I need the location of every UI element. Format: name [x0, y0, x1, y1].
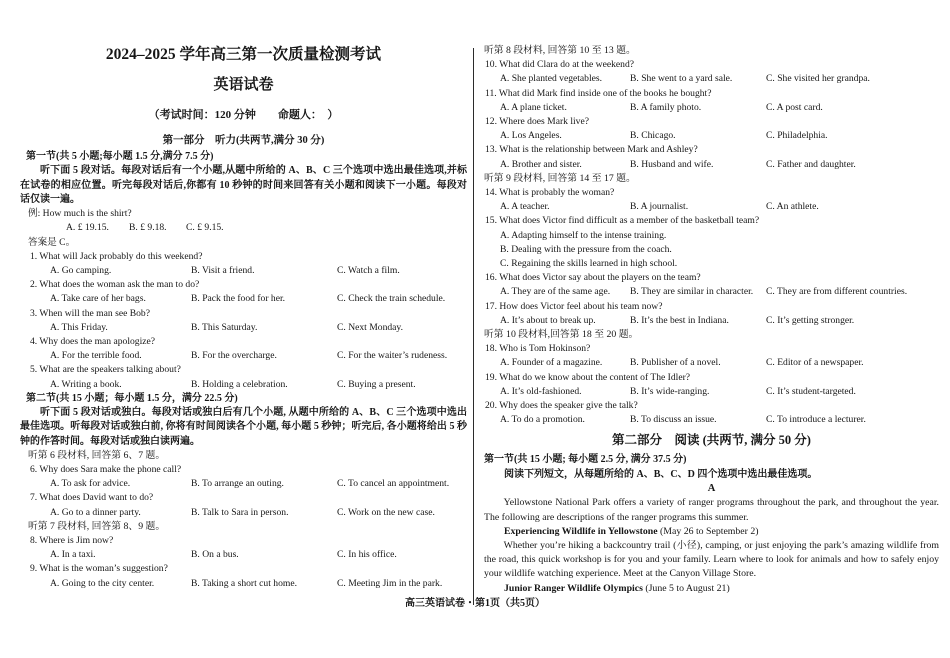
option-c: C. Meeting Jim in the park.: [337, 577, 443, 589]
exam-subtitle: 英语试卷: [213, 77, 274, 93]
right-column: [484, 44, 939, 596]
options-row: [484, 200, 939, 214]
option-c: C. Editor of a newspaper.: [766, 357, 864, 369]
listening-instruction: 听下面 5 段对话或独白。每段对话或独白后有几个小题, 从题中所给的 A、B、C 三个选项中选出最佳选项。听每段对话或独白前, 你将有时间阅读各个小题, 每小题 5 秒钟；听完后, 各小题将给出 5 秒钟的作答时间。每段对话或独白读两遍。: [20, 406, 467, 447]
section-heading: 第一节(共 5 小题;每小题 1.5 分,满分 7.5 分): [26, 151, 214, 162]
question-line: 6. Why does Sara make the phone call?: [30, 464, 182, 476]
question-line: 19. What do we know about the content of The Idler?: [485, 371, 691, 383]
option-b: B. Pack the food for her.: [191, 293, 286, 305]
section-heading: 第一节(共 15 小题; 每小题 2.5 分, 满分 37.5 分): [484, 454, 687, 466]
option-a: A. For the terrible food.: [50, 350, 142, 362]
option-b: B. This Saturday.: [191, 321, 258, 333]
options-row: [484, 101, 939, 115]
options-row: [20, 221, 467, 235]
options-row: [20, 349, 467, 363]
option-b: B. Talk to Sara in person.: [191, 506, 289, 518]
option-a: A. To ask for advice.: [50, 478, 131, 490]
options-row: [484, 356, 939, 370]
question-line: 15. What does Victor find difficult as a member of the basketball team?: [485, 215, 760, 227]
exam-title: 2024–2025 学年高三第一次质量检测考试: [105, 46, 382, 63]
options-row: [20, 378, 467, 392]
option-a: A. In a taxi.: [50, 549, 96, 561]
options-row: [20, 577, 467, 591]
column-divider-line: [473, 48, 474, 605]
question-line: 18. Who is Tom Hokinson?: [485, 343, 591, 355]
option-b: B. Visit a friend.: [191, 264, 255, 276]
option-c: C. Next Monday.: [337, 321, 403, 333]
material-line: 听第 7 段材料, 回答第 8、9 题。: [28, 520, 166, 532]
question-line: 1. What will Jack probably do this weekend?: [30, 250, 203, 262]
option-a: A. It’s about to break up.: [500, 314, 596, 326]
question-line: 11. What did Mark find inside one of the books he bought?: [485, 87, 712, 99]
page-footer: 高三英语试卷・第1页（共5页）: [405, 598, 545, 609]
option-b: B. To discuss an issue.: [630, 414, 717, 426]
right-column-content: [484, 44, 939, 596]
option-b: B. To arrange an outing.: [191, 478, 284, 490]
options-stacked-group: [484, 229, 939, 272]
option-a: A. Founder of a magazine.: [500, 357, 603, 369]
question-line: 8. Where is Jim now?: [30, 535, 114, 547]
option-c: C. It’s getting stronger.: [766, 314, 855, 326]
option-b: B. A family photo.: [630, 101, 702, 113]
option-b: B. It’s wide-ranging.: [630, 385, 710, 397]
options-row: [484, 285, 939, 299]
material-line: 听第 6 段材料, 回答第 6、7 题。: [28, 449, 166, 461]
option-b: B. For the overcharge.: [191, 350, 277, 362]
option-c: C. It’s student-targeted.: [766, 385, 856, 397]
option-b: B. Chicago.: [630, 130, 676, 142]
program-dates: (May 26 to September 2): [657, 525, 759, 537]
left-column: [20, 40, 467, 591]
option-a: A. Going to the city center.: [50, 577, 155, 589]
options-row: [484, 158, 939, 172]
option-c: C. £ 9.15.: [186, 222, 224, 234]
listening-instruction: 听下面 5 段对话。每段对话后有一个小题,从题中所给的 A、B、C 三个选项中选出最佳选项,并标在试卷的相应位置。听完每段对话后,你都有 10 秒钟的时间来回答有关小题和阅读下一小题。每段对话仅读一遍。: [20, 165, 467, 205]
option-b: B. She went to a yard sale.: [630, 73, 733, 85]
program-name: Experiencing Wildlife in Yellowstone: [504, 525, 658, 537]
option-stacked: B. Dealing with the pressure from the coach.: [500, 243, 672, 255]
passage-label: A: [707, 482, 716, 494]
option-b: B. A journalist.: [630, 201, 689, 213]
option-c: C. A post card.: [766, 101, 823, 113]
option-a: A. She planted vegetables.: [500, 73, 603, 85]
options-row: [484, 314, 939, 328]
option-b: B. £ 9.18.: [129, 222, 167, 234]
question-line: 17. How does Victor feel about his team now?: [485, 300, 663, 312]
option-a: A. A teacher.: [500, 201, 550, 213]
options-row: [484, 413, 939, 427]
question-line: 20. Why does the speaker give the talk?: [485, 400, 638, 412]
option-c: C. Philadelphia.: [766, 130, 828, 142]
option-c: C. Buying a present.: [337, 378, 416, 390]
option-b: B. It’s the best in Indiana.: [630, 314, 729, 326]
options-row: [20, 548, 467, 562]
option-a: A. It’s old-fashioned.: [500, 385, 582, 397]
option-stacked: C. Regaining the skills learned in high school.: [500, 258, 678, 270]
question-line: 10. What did Clara do at the weekend?: [485, 59, 635, 71]
option-a: A. They are of the same age.: [500, 286, 611, 298]
material-line: 听第 9 段材料, 回答第 14 至 17 题。: [484, 172, 636, 184]
options-row: [484, 129, 939, 143]
option-a: A. Brother and sister.: [500, 158, 582, 170]
option-c: C. For the waiter’s rudeness.: [337, 350, 448, 362]
option-a: A. Los Angeles.: [500, 130, 562, 142]
option-b: B. They are similar in character.: [630, 286, 754, 298]
material-line: 听第 8 段材料, 回答第 10 至 13 题。: [484, 45, 636, 56]
option-c: C. Work on the new case.: [337, 506, 435, 518]
question-line: 3. When will the man see Bob?: [30, 307, 150, 319]
option-c: C. An athlete.: [766, 201, 819, 213]
option-a: A. Go to a dinner party.: [50, 506, 141, 518]
question-line: 9. What is the woman’s suggestion?: [30, 563, 168, 575]
option-c: C. To introduce a lecturer.: [766, 414, 866, 426]
section-heading: 第二节(共 15 小题；每小题 1.5 分，满分 22.5 分): [26, 392, 238, 404]
option-a: A. £ 19.15.: [66, 222, 109, 234]
question-line: 5. What are the speakers talking about?: [30, 364, 181, 376]
option-a: A. A plane ticket.: [500, 101, 567, 113]
option-a: A. Go camping.: [50, 264, 112, 276]
reading-instruction: 阅读下列短文，从每题所给的 A、B、C、D 四个选项中选出最佳选项。: [504, 468, 818, 480]
option-c: C. Watch a film.: [337, 264, 400, 276]
option-a: A. To do a promotion.: [500, 414, 585, 426]
option-b: B. Taking a short cut home.: [191, 577, 297, 589]
program-dates: (June 5 to August 21): [642, 582, 730, 594]
question-line: 12. Where does Mark live?: [485, 116, 589, 128]
option-b: B. On a bus.: [191, 549, 239, 561]
question-line: 14. What is probably the woman?: [485, 187, 615, 199]
part-title: 第二部分 阅读 (共两节, 满分 50 分): [612, 433, 811, 448]
left-column-content: [20, 133, 467, 591]
options-row: [20, 292, 467, 306]
question-line: 16. What does Victor say about the players on the team?: [485, 272, 701, 284]
options-row: [484, 385, 939, 399]
option-a: A. Writing a book.: [50, 378, 122, 390]
options-row: [20, 264, 467, 278]
option-c: C. They are from different countries.: [766, 286, 908, 298]
options-row: [484, 72, 939, 86]
part-title: 第一部分 听力(共两节,满分 30 分): [162, 135, 325, 146]
option-c: C. In his office.: [337, 549, 397, 561]
option-c: C. She visited her grandpa.: [766, 73, 870, 85]
answer-line: 答案是 C。: [28, 236, 76, 248]
option-b: B. Holding a celebration.: [191, 378, 288, 390]
option-c: C. Father and daughter.: [766, 158, 856, 170]
options-row: [20, 477, 467, 491]
option-b: B. Publisher of a novel.: [630, 357, 721, 369]
question-line: 2. What does the woman ask the man to do?: [30, 279, 200, 291]
option-c: C. Check the train schedule.: [337, 293, 446, 305]
question-line: 7. What does David want to do?: [30, 492, 154, 504]
program-name: Junior Ranger Wildlife Olympics: [504, 582, 643, 594]
example-line: 例: How much is the shirt?: [28, 208, 132, 220]
exam-info: （考试时间：120 分钟 命题人： ）: [148, 109, 339, 121]
option-c: C. To cancel an appointment.: [337, 478, 450, 490]
program-title-line: [484, 525, 939, 539]
option-a: A. Take care of her bags.: [50, 293, 146, 305]
option-b: B. Husband and wife.: [630, 158, 714, 170]
question-line: 4. Why does the man apologize?: [30, 335, 156, 347]
question-line: 13. What is the relationship between Mark and Ashley?: [485, 144, 698, 156]
options-row: [20, 506, 467, 520]
option-a: A. This Friday.: [50, 321, 108, 333]
options-row: [20, 321, 467, 335]
passage-paragraph: Whether you’re hiking a backcountry trail (小径), camping, or just enjoying the park’s amazing wildlife from the road, this quick workshop is for you and your family. Learn where to look for animals and how to safely enjoy your wildlife watching experience. Meet at the Canyon Village Store.: [484, 540, 939, 580]
material-line: 听第 10 段材料,回答第 18 至 20 题。: [484, 329, 639, 341]
passage-paragraph: Yellowstone National Park offers a variety of ranger programs throughout the park, and throughout the year. The following are descriptions of the ranger programs this summer.: [484, 497, 939, 523]
option-stacked: A. Adapting himself to the intense training.: [500, 229, 667, 241]
